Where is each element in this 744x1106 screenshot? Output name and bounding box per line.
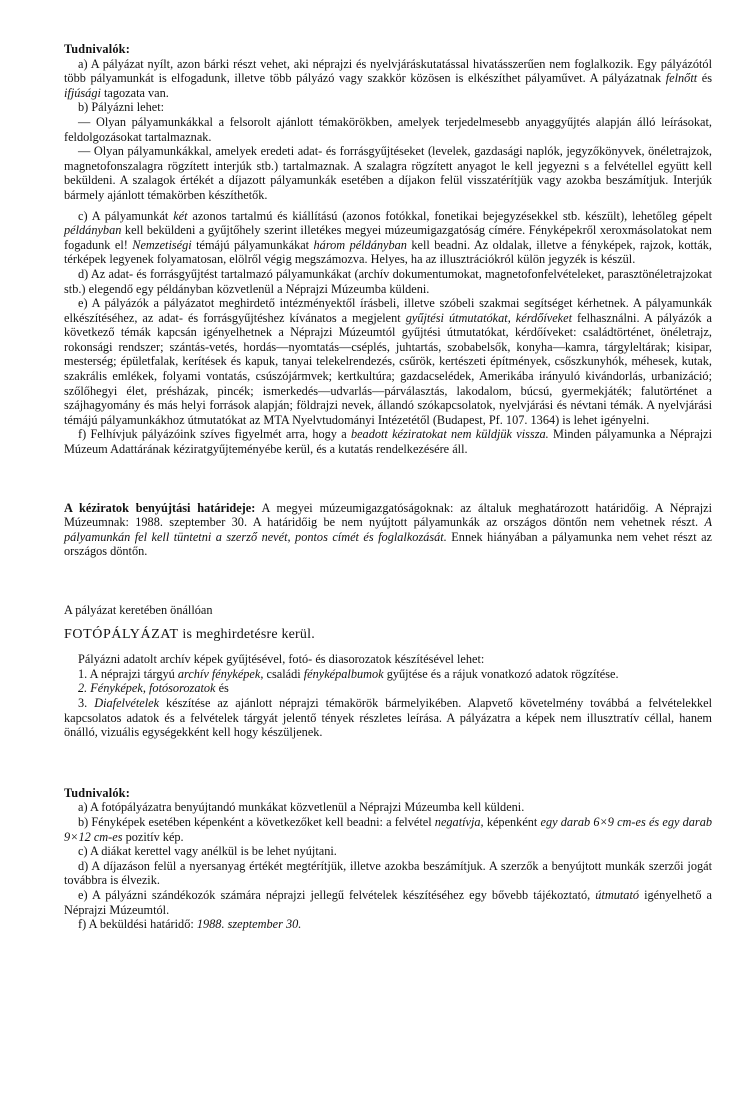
photo-paragraph-e: e) A pályázni szándékozók számára néprajzi jellegű felvételek készítéséhez egy bővebb tájékoztató, útmutató igényelhető a Néprajzi Múzeumtól.: [64, 887, 712, 917]
deadline-section: [64, 501, 712, 559]
tudnivalok-section-2: [64, 786, 712, 932]
paragraph-f: f) Felhívjuk pályázóink szíves figyelmét arra, hogy a beadott kéziratokat nem küldjük vissza. Minden pályamunka a Néprajzi Múzeum Adattárának kéziratgyűjteményébe kerül, és a kutatás rendelkezésére áll.: [64, 427, 712, 457]
photo-title-line: FOTÓPÁLYÁZAT is meghirdetésre kerül.: [64, 626, 315, 642]
photo-lead: Pályázni adatolt archív képek gyűjtésével, fotó- és diasorozatok készítésével lehet:: [78, 652, 485, 667]
photo-paragraph-d: d) A díjazáson felül a nyersanyag értékét megtérítjük, illetve azokba beszámítjuk. A szerzők a benyújtott munkák szerzői jogát továbbra is élvezik.: [64, 858, 712, 888]
section-heading: Tudnivalók:: [64, 785, 131, 800]
photo-intro: A pályázat keretében önállóan: [64, 603, 213, 617]
photo-paragraph-c: c) A diákat kerettel vagy anélkül is be lehet nyújtani.: [78, 844, 337, 859]
paragraph-b: b) Pályázni lehet:: [78, 100, 165, 115]
paragraph-c: c) A pályamunkát két azonos tartalmú és kiállítású (azonos fotókkal, fonetikai bejegyzésekkel stb. készült), lehetőleg gépelt példányban kell beküldeni a gyűjtőhely szerint illetékes megyei múzeumigazgatóság címére. Fényképekről xeroxmásolatokat nem fogadunk el! Nemzetiségi témájú pályamunkákat három példányban kell beadni. Az oldalak, illetve a fényképek, rajzok, kották, térképek legyenek folyamatosan, elölről végig megszámozva. Helyes, ha az illusztrációkról külön jegyzék is készül.: [64, 208, 712, 267]
photo-item-1: 1. A néprajzi tárgyú archív fényképek, családi fényképalbumok gyűjtése és a rájuk vonatkozó adatok rögzítése.: [78, 666, 619, 681]
paragraph-b1: — Olyan pályamunkákkal a felsorolt ajánlott témakörökben, amelyek terjedelmesebb anyaggyűjtés alapján álló leírásokat, feldolgozásokat tartalmaznak.: [64, 114, 712, 144]
document-page: [64, 42, 712, 932]
photo-paragraph-b: b) Fényképek esetében képenként a következőket kell beadni: a felvétel negatívja, képenként egy darab 6×9 cm-es és egy darab 9×12 cm-es pozitív kép.: [64, 814, 712, 844]
section-heading: Tudnivalók:: [64, 42, 131, 56]
paragraph-e: e) A pályázók a pályázatot meghirdető intézményektől írásbeli, illetve szóbeli szakmai segítséget kérhetnek. A pályamunkák elkészítéséhez, az adat- és forrásgyűjtéshez kívánatos a megjelent gyűjtési útmutatókat, kérdőíveket felhasználni. A pályázók a következő témák kapcsán igényelhetnek a Néprajzi Múzeumtól gyűjtési útmutatókat, kérdőíveket: családtörténet, önéletrajz, rokonsági rendszer; szántás-vetés, hordás—nyomtatás—cséplés, juhtartás, szobabelsők, konyha—kamra, tárgyleltárak; kisipar, mesterség; épületfalak, kerítések és kapuk, tanyai telekelrendezés, csűrök, kertészeti építmények, csőszkunyhók, méhesek, kutak, szakrális emlékek, folyami vontatás, csúszójármvek; kertkultúra; gazdacselédek, Amerikába irányuló kivándorlás, urbanizáció; szőlőhegyi élet, présházak, pincék; ismerkedés—udvarlás—párválasztás, lakodalom, búcsú, gyermekjáték; falutörténet a szájhagyomány és más helyi források alapján; földrajzi nevek, állandó szókapcsolatok, nyelvjárási és névtani témák. A nyelvjárási témájú pályamunkákhoz útmutatókat az MTA Nyelvtudományi Intézetétől (Budapest, Pf. 107. 1364) is lehet igényelni.: [64, 296, 712, 427]
photo-competition-section: [64, 603, 712, 740]
paragraph-d: d) Az adat- és forrásgyűjtést tartalmazó pályamunkákat (archív dokumentumokat, magnetofonfelvételeket, parasztönéletrajzokat stb.) elegendő egy példányban közvetlenül a Néprajzi Múzeumba küldeni.: [64, 266, 712, 296]
paragraph-a: a) A pályázat nyílt, azon bárki részt vehet, aki néprajzi és nyelvjáráskutatással hivatásszerűen nem foglalkozik. Egy pályázótól több pályamunkát is elfogadunk, illetve több pályázó vagy szakkör közösen is elkészíthet pályaművet. A pályázatnak felnőtt és ifjúsági tagozata van.: [64, 56, 713, 100]
photo-item-2: 2. Fényképek, fotósorozatok és: [78, 681, 229, 696]
tudnivalok-section-1: [64, 42, 712, 457]
photo-item-3: 3. Diafelvételek készítése az ajánlott néprajzi témakörök bármelyikében. Alapvető követelmény továbbá a felvételekkel kapcsolatos adatok és a felvételek tárgyát jelentő tények részletes leírása. A pályázatra a képek nem illusztratív céllal, hanem önálló, vizuális egységekként kell hogy készüljenek.: [64, 695, 712, 740]
deadline-paragraph: A kéziratok benyújtási határideje: A megyei múzeumigazgatóságoknak: az általuk meghatározott határidőig. A Néprajzi Múzeumnak: 1988. szeptember 30. A határidőig be nem nyújtott pályamunkák az országos döntőn nem vehetnek részt. A pályamunkán fel kell tüntetni a szerző nevét, pontos címét és foglalkozását. Ennek hiányában a pályamunka nem vehet részt az országos döntőn.: [64, 500, 713, 559]
photo-paragraph-f: f) A beküldési határidő: 1988. szeptember 30.: [78, 917, 302, 932]
paragraph-b2: — Olyan pályamunkákkal, amelyek eredeti adat- és forrásgyűjtéseket (levelek, gazdasági naplók, jegyzőkönyvek, önéletrajzok, magnetofonszalagra rögzített interjúk stb.) tartalmaznak. A szalagra rögzített anyagot le kell jegyezni s a felvétellel együtt kell beküldeni. A szalagok értékét a díjazott pályamunkák esetében a díjakon felül visszatérítjük vagy azokba beszámítjuk. Interjúk bármely ajánlott témakörben készíthetők.: [64, 144, 712, 202]
photo-paragraph-a: a) A fotópályázatra benyújtandó munkákat közvetlenül a Néprajzi Múzeumba kell küldeni.: [78, 800, 525, 815]
